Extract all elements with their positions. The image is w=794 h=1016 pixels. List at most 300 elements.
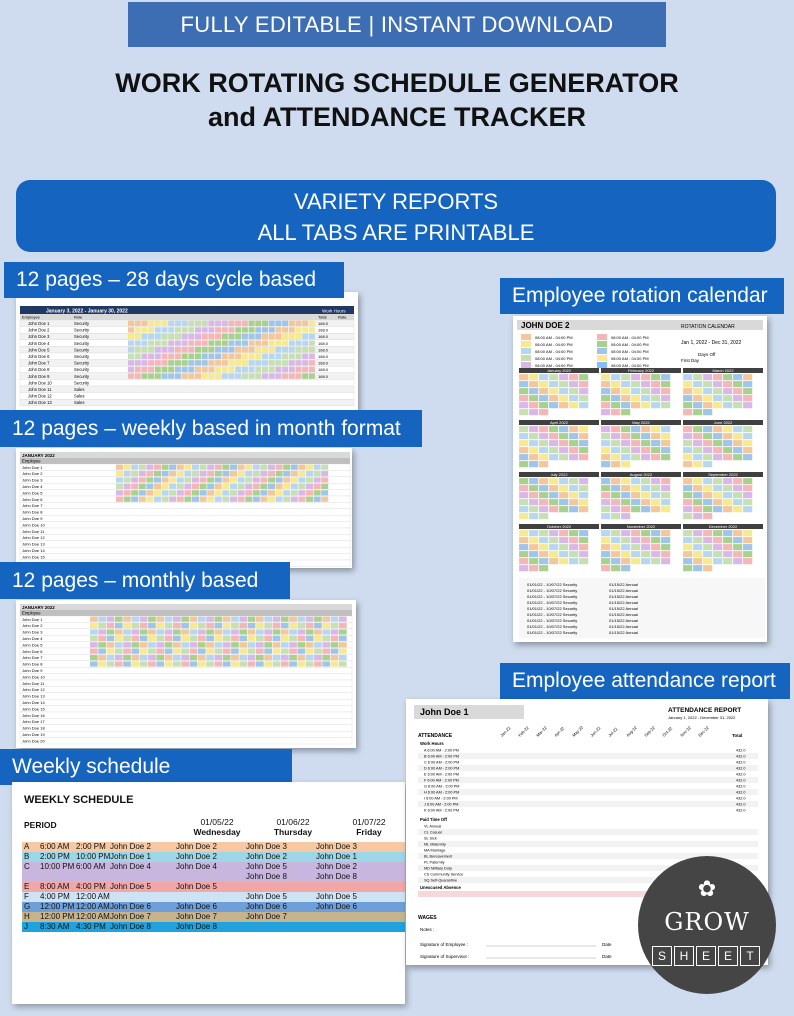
table-row (418, 777, 758, 783)
shift-cell (322, 642, 330, 647)
shift-cell (276, 477, 283, 482)
table-row (418, 829, 758, 835)
shift-start: 8:30 AM (40, 922, 70, 931)
month-name: August 2022 (629, 472, 653, 477)
shift-cell (296, 327, 302, 332)
shift-cell (135, 367, 141, 372)
shift-end: 6:00 AM (76, 862, 106, 871)
calendar-day (559, 530, 568, 536)
table-row (418, 783, 758, 789)
calendar-day (651, 478, 660, 484)
cell-thu: John Doe 5 (176, 882, 217, 891)
calendar-day (529, 454, 538, 460)
shift-cell (156, 629, 164, 634)
shift-cell (215, 321, 221, 326)
shift-cell (131, 490, 138, 495)
shift-cell (154, 465, 161, 470)
shift-cell (268, 497, 275, 502)
shift-cell (192, 471, 199, 476)
grow-sheet-logo (638, 856, 776, 994)
table-row (20, 680, 352, 686)
shift-cell (302, 321, 308, 326)
calendar-day (559, 402, 568, 408)
shift-cell (132, 623, 140, 628)
calendar-day (601, 478, 610, 484)
calendar-day (723, 433, 732, 439)
shift-cell (135, 334, 141, 339)
calendar-day (549, 395, 558, 401)
calendar-day (733, 530, 742, 536)
shift-cell (148, 340, 154, 345)
cell-sat: John Doe 8 (316, 872, 357, 881)
calendar-day (569, 381, 578, 387)
shift-cell (331, 636, 339, 641)
shift-cell (222, 490, 229, 495)
calendar-day (743, 530, 752, 536)
shift-cell (289, 354, 295, 359)
shift-cell (298, 490, 305, 495)
month-column: Jul-22 (607, 726, 619, 738)
variety-banner (16, 180, 776, 252)
calendar-day (743, 381, 752, 387)
shift-cell (155, 354, 161, 359)
shift-cell (298, 484, 305, 489)
history-row: 01/15/22 Annual (609, 588, 638, 593)
calendar-day (713, 551, 722, 557)
variety-line2: ALL TABS ARE PRINTABLE (257, 220, 535, 245)
calendar-day (661, 461, 670, 467)
shift-cell (168, 354, 174, 359)
shift-cell (298, 661, 306, 666)
calendar-day (661, 478, 670, 484)
shift-cell (198, 649, 206, 654)
shift-cell (322, 636, 330, 641)
shift-cell (165, 636, 173, 641)
shift-cell (283, 490, 290, 495)
calendar-day (683, 402, 692, 408)
shift-cell (124, 490, 131, 495)
shift-cell (339, 649, 347, 654)
shift-cell (230, 471, 237, 476)
row-total: 432.0 (736, 748, 746, 753)
shift-cell (322, 655, 330, 660)
shift-cell (181, 617, 189, 622)
calendar-day (733, 485, 742, 491)
weekly-title: WEEKLY SCHEDULE (24, 794, 134, 806)
history-row: 01/15/22 Annual (609, 612, 638, 617)
calendar-day (723, 388, 732, 394)
employee-name: John Doe 20 (22, 738, 45, 744)
employee-role: Security (74, 354, 90, 359)
shift-cell (188, 347, 194, 352)
shift-cell (273, 629, 281, 634)
shift-cell (314, 649, 322, 654)
calendar-day (723, 402, 732, 408)
calendar-day (601, 447, 610, 453)
calendar-day (723, 395, 732, 401)
shift-start: 8:00 AM (40, 882, 70, 891)
shift-cell (177, 490, 184, 495)
shift-cell (162, 477, 169, 482)
table-row (20, 515, 350, 521)
calendar-day (569, 530, 578, 536)
shift-cell (200, 497, 207, 502)
shift-cell (156, 661, 164, 666)
shift-cell (339, 661, 347, 666)
calendar-day (733, 447, 742, 453)
calendar-day (661, 388, 670, 394)
table-row (20, 686, 352, 692)
weekly-row (22, 872, 405, 882)
employee-name: John Doe 13 (28, 400, 52, 406)
calendar-day (693, 530, 702, 536)
shift-cell (215, 629, 223, 634)
calendar-day (621, 447, 630, 453)
shift-cell (314, 642, 322, 647)
calendar-day (519, 551, 528, 557)
shift-cell (132, 629, 140, 634)
shift-cell (260, 477, 267, 482)
employee-name: John Doe 18 (22, 725, 45, 731)
shift-cell (162, 490, 169, 495)
calendar-day (539, 454, 548, 460)
shift-cell (154, 484, 161, 489)
calendar-day (579, 402, 588, 408)
main-title-line1: WORK ROTATING SCHEDULE GENERATOR (115, 68, 679, 98)
shift-cell (131, 471, 138, 476)
shift-cell (148, 347, 154, 352)
calendar-day (549, 402, 558, 408)
shift-cell (282, 321, 288, 326)
shift-cell (135, 347, 141, 352)
cell-wed: John Doe 7 (110, 912, 151, 921)
shift-cell (255, 334, 261, 339)
calendar-day (601, 558, 610, 564)
shift-cell (253, 484, 260, 489)
shift-cell (175, 360, 181, 365)
shift-cell (242, 373, 248, 378)
pto-label: Paid Time Off (420, 817, 447, 822)
shift-cell (208, 321, 214, 326)
calendar-day (559, 454, 568, 460)
calendar-day (661, 499, 670, 505)
shift-cell (146, 477, 153, 482)
shift-cell (154, 471, 161, 476)
shift-cell (339, 642, 347, 647)
shift-cell (298, 629, 306, 634)
shift-cell (206, 636, 214, 641)
employee-name: John Doe 12 (22, 687, 45, 693)
table-row (418, 835, 758, 841)
shift-cell (139, 465, 146, 470)
date-label: Date (602, 954, 612, 959)
shift-cell (200, 484, 207, 489)
shift-cell (200, 477, 207, 482)
calendar-day (703, 440, 712, 446)
calendar-day (641, 433, 650, 439)
weekly-row (22, 882, 405, 892)
calendar-day (713, 537, 722, 543)
calendar-day (661, 565, 670, 571)
shift-cell (256, 623, 264, 628)
calendar-day (651, 551, 660, 557)
shift-cell (231, 661, 239, 666)
shift-cell (140, 661, 148, 666)
shift-code: F (24, 892, 29, 901)
employee-name: John Doe 7 (22, 655, 43, 661)
shift-end: 10:00 PM (76, 852, 111, 861)
calendar-day (641, 513, 650, 519)
shift-cell (222, 334, 228, 339)
shift-cell (289, 623, 297, 628)
shift-cell (322, 649, 330, 654)
shift-cell (135, 360, 141, 365)
calendar-day (529, 440, 538, 446)
calendar-day (539, 395, 548, 401)
shift-cell (198, 617, 206, 622)
shift-cell (282, 334, 288, 339)
shift-cell (128, 334, 134, 339)
calendar-day (661, 381, 670, 387)
employee-role: Security (74, 347, 90, 353)
employee-name: John Doe 11 (28, 387, 52, 392)
calendar-day (703, 402, 712, 408)
cell-fri: John Doe 7 (246, 912, 287, 921)
legend-swatch (521, 348, 531, 354)
employee-role: Security (74, 340, 90, 346)
shift-cell (154, 490, 161, 495)
calendar-day (693, 433, 702, 439)
shift-cell (175, 347, 181, 352)
date-label: Date (602, 942, 612, 947)
shift-cell (116, 471, 123, 476)
shift-cell (192, 484, 199, 489)
calendar-day (569, 409, 578, 415)
calendar-day (611, 461, 620, 467)
shift-cell (283, 471, 290, 476)
shift-cell (162, 321, 168, 326)
shift-cell (296, 354, 302, 359)
calendar-day (621, 506, 630, 512)
calendar-day (693, 461, 702, 467)
shift-cell (248, 623, 256, 628)
cell-sat: John Doe 5 (316, 892, 357, 901)
shift-cell (249, 354, 255, 359)
shift-cell (173, 655, 181, 660)
shift-cell (173, 642, 181, 647)
calendar-day (693, 454, 702, 460)
legend-text: 08:00 AM - 04:00 PM (535, 335, 573, 340)
calendar-day (611, 530, 620, 536)
employee-name: John Doe 5 (22, 642, 43, 648)
table-row (418, 847, 758, 853)
calendar-day (569, 478, 578, 484)
shift-cell (215, 617, 223, 622)
shift-cell (115, 649, 123, 654)
calendar-day (549, 537, 558, 543)
calendar-day (713, 395, 722, 401)
shift-cell (239, 649, 247, 654)
calendar-day (569, 537, 578, 543)
shift-cell (156, 642, 164, 647)
weekly-row (22, 862, 405, 872)
shift-start: 12:00 PM (40, 902, 75, 911)
shift-cell (229, 354, 235, 359)
shift-cell (177, 484, 184, 489)
shift-cell (302, 340, 308, 345)
shift-cell (260, 490, 267, 495)
shift-cell (182, 327, 188, 332)
calendar-day (559, 558, 568, 564)
calendar-day (601, 454, 610, 460)
cell-sat: John Doe 3 (316, 842, 357, 851)
calendar-day (621, 485, 630, 491)
employee-name: John Doe 2 (22, 471, 43, 477)
calendar-day (611, 537, 620, 543)
calendar-day (519, 558, 528, 564)
shift-cell (298, 465, 305, 470)
calendar-day (601, 388, 610, 394)
shift-cell (302, 360, 308, 365)
logo-letter: E (718, 946, 738, 966)
calendar-day (549, 433, 558, 439)
shift-cell (165, 642, 173, 647)
shift-cell (177, 477, 184, 482)
shift-cell (156, 649, 164, 654)
calendar-day (641, 499, 650, 505)
shift-cell (207, 465, 214, 470)
shift-cell (123, 623, 131, 628)
shift-cell (215, 661, 223, 666)
calendar-day (601, 530, 610, 536)
shift-cell (90, 661, 98, 666)
calendar-day (579, 506, 588, 512)
shift-cell (192, 465, 199, 470)
employee-title: JOHN DOE 2 (521, 321, 570, 330)
header-bar (20, 604, 352, 610)
shift-cell (245, 471, 252, 476)
shift-cell (115, 655, 123, 660)
calendar-day (579, 499, 588, 505)
shift-cell (255, 360, 261, 365)
logo-letter: T (740, 946, 760, 966)
shift-cell (195, 340, 201, 345)
weekly-period-label: PERIOD (24, 820, 57, 830)
calendar-day (683, 530, 692, 536)
table-row (418, 795, 758, 801)
shift-cell (139, 497, 146, 502)
shift-cell (98, 655, 106, 660)
calendar-day (651, 374, 660, 380)
shift-cell (248, 655, 256, 660)
employee-name: John Doe 2 (28, 327, 50, 333)
calendar-day (703, 565, 712, 571)
cell-fri: John Doe 5 (246, 892, 287, 901)
shift-cell (141, 354, 147, 359)
shift-cell (242, 367, 248, 372)
shift-cell (289, 661, 297, 666)
shift-cell (256, 661, 264, 666)
cell-wed: John Doe 2 (110, 842, 151, 851)
shift-cell (273, 642, 281, 647)
calendar-day (743, 426, 752, 432)
shift-cell (206, 623, 214, 628)
shift-cell (202, 327, 208, 332)
shift-cell (181, 636, 189, 641)
shift-cell (200, 465, 207, 470)
shift-cell (155, 360, 161, 365)
calendar-day (549, 492, 558, 498)
calendar-day (693, 506, 702, 512)
shift-cell (262, 321, 268, 326)
calendar-day (651, 395, 660, 401)
calendar-day (539, 388, 548, 394)
shift-cell (190, 655, 198, 660)
table-row (418, 747, 758, 753)
calendar-day (641, 381, 650, 387)
shift-cell (264, 617, 272, 622)
shift-cell (148, 367, 154, 372)
shift-cell (132, 617, 140, 622)
calendar-day (569, 388, 578, 394)
shift-cell (309, 360, 315, 365)
shift-cell (298, 497, 305, 502)
shift-cell (181, 623, 189, 628)
calendar-day (733, 513, 742, 519)
calendar-day (579, 395, 588, 401)
history-row: 01/01/22 - 10/07/22 Security (527, 618, 578, 623)
shift-cell (162, 367, 168, 372)
shift-cell (321, 471, 328, 476)
shift-cell (131, 484, 138, 489)
month-column: Nov-22 (679, 725, 692, 738)
calendar-day (549, 565, 558, 571)
month-name: February 2022 (627, 368, 655, 373)
shift-cell (289, 629, 297, 634)
calendar-day (519, 530, 528, 536)
shift-cell (215, 477, 222, 482)
shift-cell (181, 629, 189, 634)
calendar-day (611, 544, 620, 550)
shift-cell (239, 617, 247, 622)
shift-cell (230, 484, 237, 489)
rate-header: Rate (338, 314, 347, 320)
shift-cell (192, 497, 199, 502)
shift-cell (283, 465, 290, 470)
shift-cell (298, 642, 306, 647)
shift-cell (206, 642, 214, 647)
shift-cell (195, 367, 201, 372)
calendar-day (601, 492, 610, 498)
shift-cell (141, 340, 147, 345)
month-name: July 2022 (550, 472, 568, 477)
calendar-day (743, 447, 752, 453)
history-row: 01/15/22 Annual (609, 582, 638, 587)
shift-start: 12:00 PM (40, 912, 75, 921)
employee-name: John Doe 9 (22, 668, 43, 673)
shift-cell (116, 497, 123, 502)
history-row: 01/15/22 Annual (609, 600, 638, 605)
calendar-day (631, 551, 640, 557)
calendar-day (733, 402, 742, 408)
cell-fri: John Doe 3 (246, 842, 287, 851)
calendar-day (519, 409, 528, 415)
calendar-day (713, 513, 722, 519)
cell-thu: John Doe 8 (176, 922, 217, 931)
calendar-day (569, 513, 578, 519)
shift-cell (283, 484, 290, 489)
calendar-day (733, 454, 742, 460)
